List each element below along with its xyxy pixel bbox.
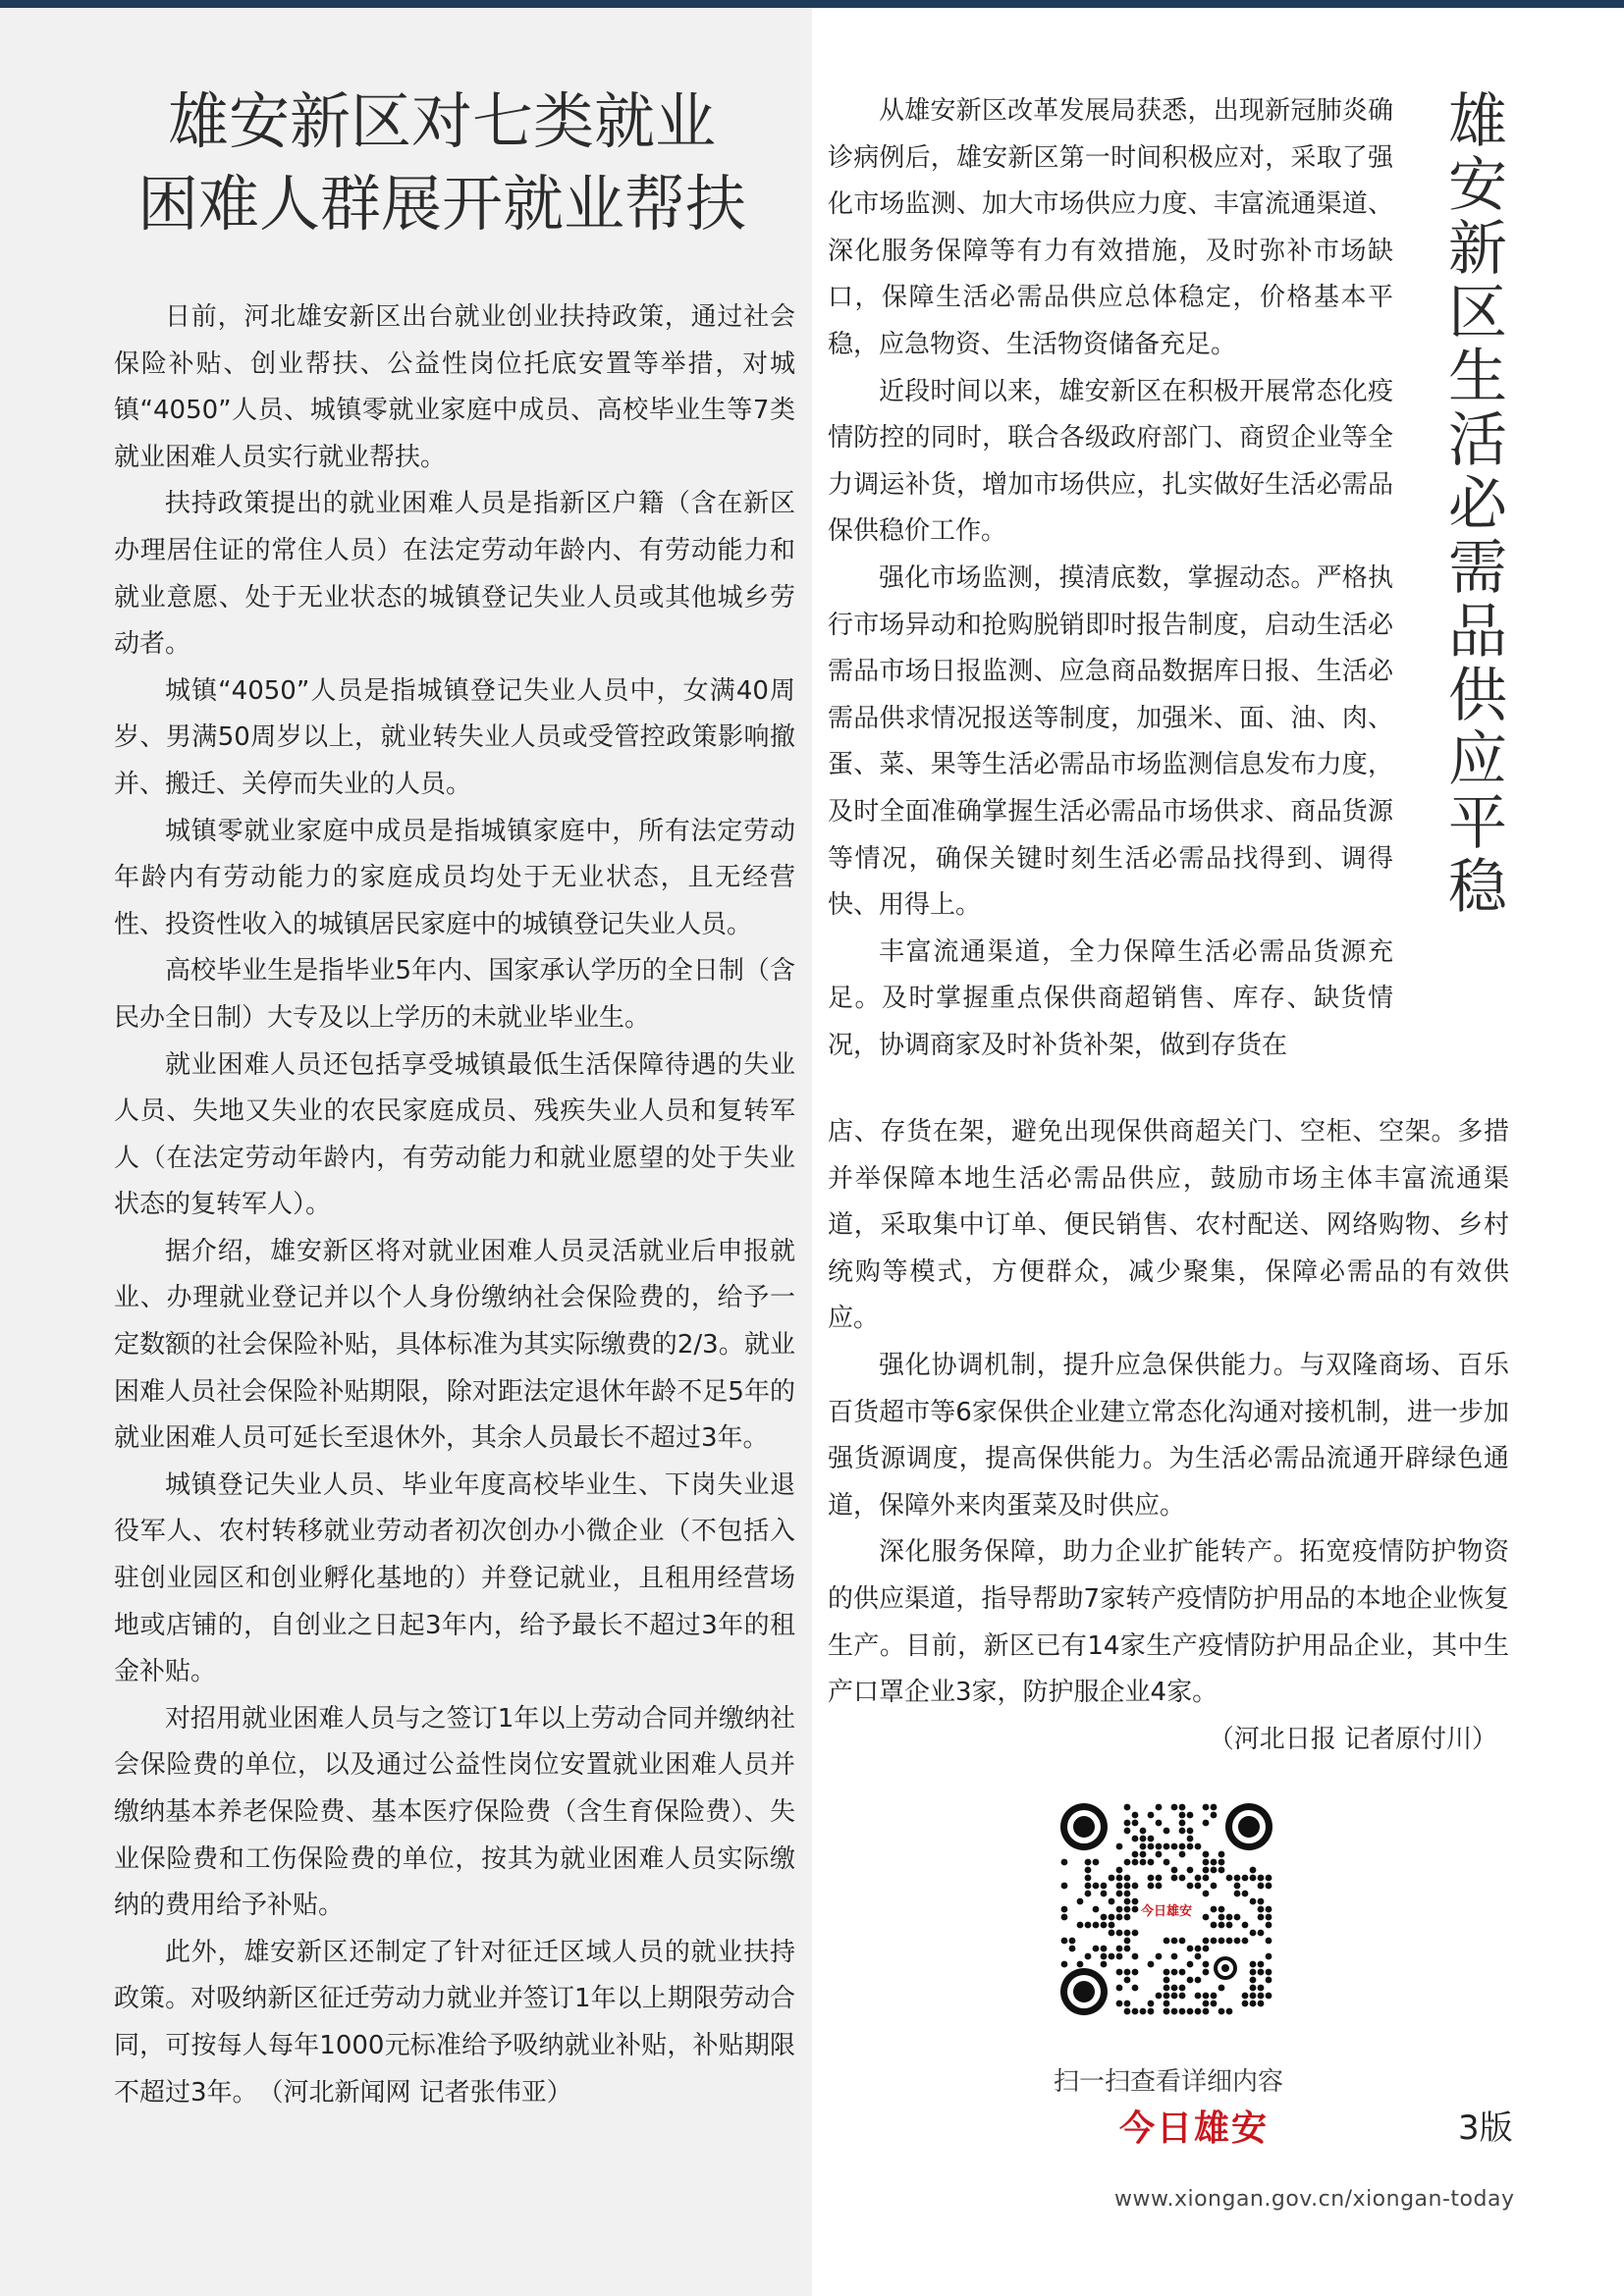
qr-module <box>1218 1938 1225 1945</box>
qr-module <box>1234 1914 1241 1921</box>
footer-logo: 今日雄安 <box>1119 2108 1270 2149</box>
qr-module <box>1266 1977 1272 1984</box>
right-paragraph: 深化服务保障，助力企业扩能转产。拓宽疫情防护物资的供应渠道，指导帮助7家转产疫情防护用品的本地企业恢复生产。目前，新区已有14家生产疫情防护用品企业，其中生产口罩企业3家，防护服企业4家。 <box>828 1537 1509 1708</box>
qr-module <box>1061 1961 1068 1968</box>
left-paragraph: 扶持政策提出的就业困难人员是指新区户籍（含在新区办理居住证的常住人员）在法定劳动年龄内、有劳动能力和就业意愿、处于无业状态的城镇登记失业人员或其他城乡劳动者。 <box>114 489 795 660</box>
qr-module <box>1250 1969 1257 1976</box>
qr-module <box>1234 1938 1241 1945</box>
qr-module <box>1148 1875 1155 1882</box>
vertical-title-char: 稳 <box>1448 853 1507 922</box>
left-paragraph: 高校毕业生是指毕业5年内、国家承认学历的全日制（含民办全日制）大专及以上学历的未就业毕业生。 <box>114 956 795 1033</box>
qr-module <box>1179 1828 1186 1835</box>
qr-module <box>1218 1867 1225 1874</box>
left-paragraph: 城镇“4050”人员是指城镇登记失业人员中，女满40周岁、男满50周岁以上，就业转失业人员或受管控政策影响撤并、搬迁、关停而失业的人员。 <box>114 675 795 799</box>
vertical-title-char: 平 <box>1448 789 1507 858</box>
qr-module <box>1250 1977 1257 1984</box>
qr-module <box>1171 1993 1178 2000</box>
qr-module <box>1171 1843 1178 1850</box>
vertical-title-char: 必 <box>1448 470 1507 539</box>
qr-module <box>1195 1977 1202 1984</box>
qr-module <box>1156 1851 1163 1858</box>
vertical-title-char: 供 <box>1448 662 1507 730</box>
left-paragraph: 据介绍，雄安新区将对就业困难人员灵活就业后申报就业、办理就业登记并以个人身份缴纳社会保险费的，给予一定数额的社会保险补贴，具体标准为其实际缴费的2/3。就业困难人员社会保险补贴期限，除对距法定退休年龄不足5年的就业困难人员可延长至退休外，其余人员最长不超过3年。 <box>114 1236 795 1454</box>
qr-module <box>1093 1922 1100 1929</box>
qr-module <box>1187 1977 1194 1984</box>
qr-module <box>1124 1906 1131 1913</box>
qr-module <box>1258 1993 1265 2000</box>
qr-module <box>1195 1883 1202 1890</box>
qr-module <box>1266 1953 1272 1960</box>
left-paragraph: 城镇登记失业人员、毕业年度高校毕业生、下岗失业退役军人、农村转移就业劳动者初次创办小微企业（不包括入驻创业园区和创业孵化基地的）并登记就业，且租用经营场地或店铺的，自创业之日起3年内，给予最长不超过3年的租金补贴。 <box>114 1469 795 1687</box>
qr-module <box>1203 1993 1210 2000</box>
qr-module <box>1132 1930 1139 1937</box>
qr-module <box>1203 1961 1210 1968</box>
qr-module <box>1140 1859 1147 1866</box>
qr-module <box>1132 1906 1139 1913</box>
qr-module <box>1132 1812 1139 1819</box>
qr-module <box>1250 2001 1257 2007</box>
qr-module <box>1077 1961 1084 1968</box>
qr-module <box>1116 1891 1123 1897</box>
qr-module <box>1164 1938 1170 1945</box>
qr-module <box>1266 1906 1272 1913</box>
qr-module <box>1116 1867 1123 1874</box>
qr-module <box>1116 1985 1123 1992</box>
qr-module <box>1203 1867 1210 1874</box>
qr-module <box>1226 1922 1233 1929</box>
qr-module <box>1218 1914 1225 1921</box>
qr-module <box>1226 1938 1233 1945</box>
qr-module <box>1195 1946 1202 1952</box>
qr-module <box>1124 1969 1131 1976</box>
qr-module <box>1195 1843 1202 1850</box>
qr-module <box>1156 1843 1163 1850</box>
qr-module <box>1148 1859 1155 1866</box>
qr-module <box>1085 1867 1092 1874</box>
qr-module <box>1171 2008 1178 2015</box>
qr-module <box>1148 1961 1155 1968</box>
qr-module <box>1061 1906 1068 1913</box>
qr-module <box>1116 1875 1123 1882</box>
qr-module <box>1211 1867 1218 1874</box>
qr-module <box>1116 1953 1123 1960</box>
qr-module <box>1187 1946 1194 1952</box>
qr-module <box>1116 1843 1123 1850</box>
qr-module <box>1187 1836 1194 1842</box>
qr-module <box>1124 2008 1131 2015</box>
qr-center-logo: 今日雄安 <box>1140 1904 1193 1919</box>
qr-module <box>1148 1843 1155 1850</box>
qr-module <box>1266 1993 1272 2000</box>
qr-module <box>1085 1891 1092 1897</box>
qr-module <box>1156 1953 1163 1960</box>
qr-module <box>1211 1883 1218 1890</box>
qr-module <box>1148 2001 1155 2007</box>
qr-module <box>1116 1914 1123 1921</box>
qr-module <box>1132 1898 1139 1905</box>
qr-module <box>1093 1883 1100 1890</box>
left-title-line-1: 雄安新区对七类就业 <box>167 85 716 157</box>
qr-module <box>1124 1828 1131 1835</box>
qr-code-image <box>1058 1801 1274 2017</box>
qr-module <box>1116 1906 1123 1913</box>
qr-module <box>1211 1812 1218 1819</box>
qr-module <box>1195 2008 1202 2015</box>
qr-module <box>1203 1859 1210 1866</box>
qr-module <box>1203 2008 1210 2015</box>
qr-module <box>1266 1875 1272 1882</box>
qr-module <box>1061 1914 1068 1921</box>
qr-module <box>1203 1851 1210 1858</box>
qr-module <box>1132 1985 1139 1992</box>
qr-module <box>1132 2008 1139 2015</box>
qr-module <box>1187 1812 1194 1819</box>
qr-module <box>1203 1938 1210 1945</box>
vertical-title-char: 需 <box>1448 534 1507 603</box>
qr-module <box>1211 1993 1218 2000</box>
qr-module <box>1156 1804 1163 1811</box>
qr-module <box>1258 1898 1265 1905</box>
qr-module <box>1195 1953 1202 1960</box>
qr-module <box>1218 1851 1225 1858</box>
qr-module <box>1258 2001 1265 2007</box>
qr-module <box>1109 1953 1115 1960</box>
qr-module <box>1258 1969 1265 1976</box>
qr-module <box>1171 1804 1178 1811</box>
qr-module <box>1116 1883 1123 1890</box>
qr-module <box>1124 1914 1131 1921</box>
qr-module <box>1203 2001 1210 2007</box>
qr-module <box>1203 1891 1210 1897</box>
qr-module <box>1116 1930 1123 1937</box>
qr-module <box>1148 2008 1155 2015</box>
qr-module <box>1203 1969 1210 1976</box>
qr-module <box>1187 1843 1194 1850</box>
qr-module <box>1258 1883 1265 1890</box>
qr-module <box>1124 1930 1131 1937</box>
qr-module <box>1171 1867 1178 1874</box>
vertical-title-char: 应 <box>1448 725 1507 794</box>
qr-module <box>1124 1977 1131 1984</box>
qr-module <box>1093 1906 1100 1913</box>
qr-module <box>1179 1812 1186 1819</box>
qr-module <box>1258 1985 1265 1992</box>
qr-module <box>1085 1875 1092 1882</box>
right-article-body-wide <box>828 1109 1509 1763</box>
qr-module <box>1203 1875 1210 1882</box>
qr-module <box>1148 1883 1155 1890</box>
qr-module <box>1109 1914 1115 1921</box>
qr-module <box>1187 1961 1194 1968</box>
qr-module <box>1187 1883 1194 1890</box>
qr-module <box>1101 1953 1108 1960</box>
qr-module <box>1195 1993 1202 2000</box>
qr-module <box>1250 1985 1257 1992</box>
right-article-vertical-title <box>1434 87 1522 922</box>
qr-module <box>1124 2001 1131 2007</box>
qr-module <box>1266 1883 1272 1890</box>
qr-module <box>1140 1836 1147 1842</box>
qr-module <box>1085 1859 1092 1866</box>
qr-module <box>1116 2001 1123 2007</box>
qr-module <box>1124 1898 1131 1905</box>
qr-module <box>1226 1875 1233 1882</box>
qr-module <box>1132 1820 1139 1827</box>
qr-module <box>1266 1914 1272 1921</box>
qr-module <box>1101 1914 1108 1921</box>
qr-module <box>1101 1891 1108 1897</box>
left-paragraph: 此外，雄安新区还制定了针对征迁区域人员的就业扶持政策。对吸纳新区征迁劳动力就业并签订1年以上期限劳动合同，可按每人每年1000元标准给予吸纳就业补贴，补贴期限不超过3年。 （河北新闻网 记者张伟亚） <box>114 1937 795 2108</box>
qr-module <box>1218 1985 1225 1992</box>
qr-module <box>1109 1922 1115 1929</box>
qr-module <box>1242 1875 1249 1882</box>
right-paragraph: 强化协调机制，提升应急保供能力。与双隆商场、百乐百货超市等6家保供企业建立常态化沟通对接机制，进一步加强货源调度，提高保供能力。为生活必需品流通开辟绿色通道，保障外来肉蛋菜及时供应。 <box>828 1350 1509 1521</box>
left-article-title <box>98 80 785 245</box>
qr-module <box>1203 1914 1210 1921</box>
qr-module <box>1124 1804 1131 1811</box>
left-paragraph: 城镇零就业家庭中成员是指城镇家庭中，所有法定劳动年龄内有劳动能力的家庭成员均处于无业状态，且无经营性、投资性收入的城镇居民家庭中的城镇登记失业人员。 <box>114 816 795 939</box>
qr-module <box>1258 1930 1265 1937</box>
qr-module <box>1085 1922 1092 1929</box>
qr-module <box>1171 1938 1178 1945</box>
qr-module <box>1140 1851 1147 1858</box>
vertical-title-char: 生 <box>1448 343 1507 411</box>
qr-module <box>1140 1828 1147 1835</box>
qr-module <box>1211 1922 1218 1929</box>
qr-module <box>1116 1946 1123 1952</box>
qr-module <box>1234 1875 1241 1882</box>
qr-module <box>1171 1953 1178 1960</box>
qr-module <box>1093 1859 1100 1866</box>
qr-module <box>1179 1820 1186 1827</box>
qr-module <box>1109 1875 1115 1882</box>
qr-module <box>1187 1867 1194 1874</box>
qr-module <box>1242 1938 1249 1945</box>
qr-module <box>1069 1938 1076 1945</box>
qr-module <box>1187 1828 1194 1835</box>
qr-module <box>1164 2008 1170 2015</box>
qr-module <box>1211 2001 1218 2007</box>
qr-module <box>1179 1843 1186 1850</box>
right-article-source: （河北日报 记者原付川） <box>1208 1724 1497 1754</box>
qr-module <box>1218 1859 1225 1866</box>
qr-module <box>1077 1898 1084 1905</box>
qr-module <box>1132 1859 1139 1866</box>
qr-module <box>1179 1993 1186 2000</box>
qr-module <box>1156 1820 1163 1827</box>
left-paragraph: 日前，河北雄安新区出台就业创业扶持政策，通过社会保险补贴、创业帮扶、公益性岗位托底安置等举措，对城镇“4050”人员、城镇零就业家庭中成员、高校毕业生等7类就业困难人员实行就业帮扶。 <box>114 302 795 472</box>
qr-module <box>1116 1969 1123 1976</box>
qr-module <box>1258 1914 1265 1921</box>
qr-module <box>1132 1969 1139 1976</box>
qr-module <box>1101 1922 1108 1929</box>
qr-module <box>1171 1985 1178 1992</box>
qr-module <box>1179 1804 1186 1811</box>
qr-module <box>1258 1906 1265 1913</box>
qr-module <box>1132 1851 1139 1858</box>
vertical-title-char: 雄 <box>1448 87 1507 156</box>
qr-module <box>1101 1961 1108 1968</box>
qr-module <box>1132 1953 1139 1960</box>
qr-module <box>1171 1969 1178 1976</box>
qr-module <box>1077 1922 1084 1929</box>
qr-module <box>1132 1883 1139 1890</box>
qr-module <box>1179 1875 1186 1882</box>
qr-module <box>1061 1883 1068 1890</box>
qr-module <box>1171 1875 1178 1882</box>
vertical-title-char: 品 <box>1448 598 1507 667</box>
qr-module <box>1109 1898 1115 1905</box>
qr-module <box>1164 1993 1170 2000</box>
left-paragraph: 就业困难人员还包括享受城镇最低生活保障待遇的失业人员、失地又失业的农民家庭成员、残疾失业人员和复转军人（在法定劳动年龄内，有劳动能力和就业愿望的处于失业状态的复转军人）。 <box>114 1049 795 1220</box>
qr-module <box>1124 1859 1131 1866</box>
qr-module <box>1242 1922 1249 1929</box>
qr-module <box>1250 1898 1257 1905</box>
qr-module <box>1164 1985 1170 1992</box>
qr-module <box>1250 1930 1257 1937</box>
footer-url[interactable]: www.xiongan.gov.cn/xiongan-today <box>1114 2187 1515 2212</box>
qr-module <box>1226 1914 1233 1921</box>
qr-module <box>1124 1883 1131 1890</box>
vertical-title-char: 活 <box>1448 406 1507 475</box>
qr-module <box>1156 1883 1163 1890</box>
qr-module <box>1164 1843 1170 1850</box>
qr-module <box>1218 1906 1225 1913</box>
page-number: 3版 <box>1458 2109 1513 2148</box>
vertical-title-char: 区 <box>1448 279 1507 347</box>
qr-module <box>1250 1961 1257 1968</box>
qr-module <box>1164 2001 1170 2007</box>
qr-module <box>1266 1969 1272 1976</box>
right-article-body-narrow <box>828 88 1393 1069</box>
left-article-body <box>114 294 795 2116</box>
qr-module <box>1156 1875 1163 1882</box>
vertical-title-char: 安 <box>1448 151 1507 220</box>
vertical-title-char: 新 <box>1448 215 1507 284</box>
qr-module <box>1164 1969 1170 1976</box>
qr-module <box>1242 1993 1249 2000</box>
qr-module <box>1258 1875 1265 1882</box>
qr-module <box>1061 1859 1068 1866</box>
qr-module <box>1085 1953 1092 1960</box>
qr-module <box>1218 2008 1225 2015</box>
qr-module <box>1179 1938 1186 1945</box>
qr-module <box>1203 1804 1210 1811</box>
qr-module <box>1226 2008 1233 2015</box>
right-paragraph: 从雄安新区改革发展局获悉，出现新冠肺炎确诊病例后，雄安新区第一时间积极应对，采取了强化市场监测、加大市场供应力度、丰富流通渠道、深化服务保障等有力有效措施，及时弥补市场缺口，保障生活必需品供应总体稳定，价格基本平稳，应急物资、生活物资储备充足。 <box>828 96 1393 359</box>
qr-module <box>1218 1922 1225 1929</box>
qr-module <box>1250 1993 1257 2000</box>
right-paragraph-continuation: 店、存货在架，避免出现保供商超关门、空柜、空架。多措并举保障本地生活必需品供应，鼓励市场主体丰富流通渠道，采取集中订单、便民销售、农村配送、网络购物、乡村统购等模式，方便群众，减少聚集，保障必需品的有效供应。 <box>828 1117 1509 1334</box>
qr-module <box>1211 1906 1218 1913</box>
qr-module <box>1266 1922 1272 1929</box>
qr-module <box>1061 1938 1068 1945</box>
qr-module <box>1179 1851 1186 1858</box>
qr-module <box>1258 1961 1265 1968</box>
right-paragraph: 丰富流通渠道，全力保障生活必需品货源充足。及时掌握重点保供商超销售、库存、缺货情况，协调商家及时补货补架，做到存货在 <box>828 936 1393 1060</box>
qr-module <box>1250 1875 1257 1882</box>
qr-module <box>1203 1946 1210 1952</box>
left-title-line-2: 困难人群展开就业帮扶 <box>136 168 746 240</box>
right-paragraph: 近段时间以来，雄安新区在积极开展常态化疫情防控的同时，联合各级政府部门、商贸企业等全力调运补货，增加市场供应，扎实做好生活必需品保供稳价工作。 <box>828 376 1393 547</box>
qr-module <box>1234 1883 1241 1890</box>
qr-module <box>1195 1875 1202 1882</box>
qr-module <box>1109 1930 1115 1937</box>
qr-module <box>1179 1985 1186 1992</box>
qr-module <box>1211 1804 1218 1811</box>
qr-module <box>1242 2001 1249 2007</box>
qr-module <box>1187 2008 1194 2015</box>
qr-module <box>1164 1828 1170 1835</box>
qr-module <box>1069 1946 1076 1952</box>
qr-module <box>1101 1946 1108 1952</box>
qr-module <box>1211 1859 1218 1866</box>
qr-module <box>1164 1859 1170 1866</box>
qr-module <box>1093 1946 1100 1952</box>
left-paragraph: 对招用就业困难人员与之签订1年以上劳动合同并缴纳社会保险费的单位，以及通过公益性岗位安置就业困难人员并缴纳基本养老保险费、基本医疗保险费（含生育保险费）、失业保险费和工伤保险费的单位，按其为就业困难人员实际缴纳的费用给予补贴。 <box>114 1703 795 1921</box>
qr-module <box>1203 1820 1210 1827</box>
qr-module <box>1124 1875 1131 1882</box>
qr-module <box>1242 1891 1249 1897</box>
qr-module <box>1266 1938 1272 1945</box>
qr-module <box>1124 1891 1131 1897</box>
qr-module <box>1140 2008 1147 2015</box>
qr-module <box>1124 1820 1131 1827</box>
qr-module <box>1164 1977 1170 1984</box>
qr-module <box>1234 1891 1241 1897</box>
qr-code[interactable] <box>1058 1801 1274 2017</box>
qr-caption: 扫一扫查看详细内容 <box>1053 2067 1283 2097</box>
qr-module <box>1148 1812 1155 1819</box>
qr-module <box>1179 1969 1186 1976</box>
qr-module <box>1140 1843 1147 1850</box>
right-paragraph: 强化市场监测，摸清底数，掌握动态。严格执行市场异动和抢购脱销即时报告制度，启动生活必需品市场日报监测、应急商品数据库日报、生活必需品供求情况报送等制度，加强米、面、油、肉、蛋、菜、果等生活必需品市场监测信息发布力度，及时全面准确掌握生活必需品市场供求、商品货源等情况，确保关键时刻生活必需品找得到、调得快、用得上。 <box>828 562 1393 921</box>
qr-module <box>1156 1993 1163 2000</box>
qr-module <box>1085 1883 1092 1890</box>
qr-module <box>1132 1836 1139 1842</box>
top-color-bar <box>0 0 1624 8</box>
qr-module <box>1124 1938 1131 1945</box>
qr-module <box>1179 2008 1186 2015</box>
qr-module <box>1211 1938 1218 1945</box>
qr-module <box>1101 1883 1108 1890</box>
qr-module <box>1124 1946 1131 1952</box>
qr-module <box>1148 1836 1155 1842</box>
qr-module <box>1250 1867 1257 1874</box>
